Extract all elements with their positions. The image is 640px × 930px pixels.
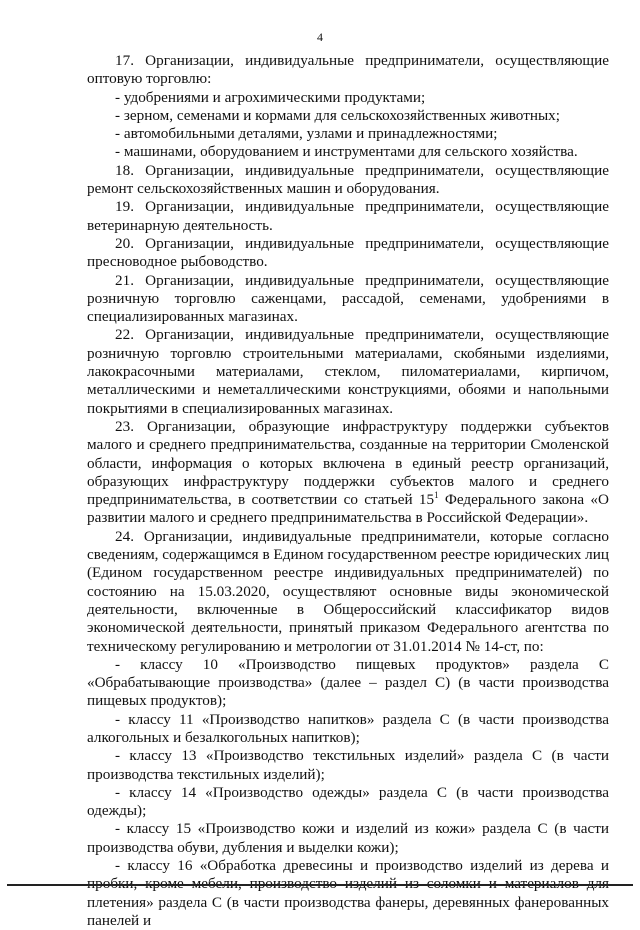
- paragraph-19: 19. Организации, индивидуальные предприниматели, осуществляющие ветеринарную деятельность.: [87, 198, 609, 234]
- document-body: [87, 52, 609, 930]
- list-item-grain: - зерном, семенами и кормами для сельскохозяйственных животных;: [115, 106, 560, 124]
- paragraph-17: 17. Организации, индивидуальные предприниматели, осуществляющие оптовую торговлю:: [87, 52, 609, 88]
- paragraph-24: 24. Организации, индивидуальные предприниматели, которые согласно сведениям, содержащимся в Едином государственном реестре юридических лиц (Едином государственном реестре индивидуальных предпринимателей) по состоянию на 15.03.2020, осуществляют основные виды экономической деятельности, включенные в Общероссийский классификатор видов экономической деятельности, принятый приказом Федерального агентства по техническому регулированию и метрологии от 31.01.2014 № 14-ст, по:: [87, 527, 609, 655]
- list-item-class-13: - классу 13 «Производство текстильных изделий» раздела С (в части производства текстильных изделий);: [87, 747, 609, 783]
- list-item-class-15: - классу 15 «Производство кожи и изделий из кожи» раздела С (в части производства обуви, дубления и выделки кожи);: [87, 820, 609, 856]
- list-item-class-10: - классу 10 «Производство пищевых продуктов» раздела С «Обрабатывающие производства» (далее – раздел С) (в части производства пищевых продуктов);: [87, 655, 609, 710]
- paragraph-23-text: 23. Организации, образующие инфраструктуру поддержки субъектов малого и среднего предпринимательства, созданные на территории Смоленской области, информация о которых включена в единый реестр организаций, образующих инфраструктуру поддержки субъектов малого и среднего предпринимательства, в соответствии со статьей 15: [87, 417, 609, 509]
- page-bottom-rule: [7, 884, 633, 886]
- paragraph-21: 21. Организации, индивидуальные предприниматели, осуществляющие розничную торговлю саженцами, рассадой, семенами, удобрениями в специализированных магазинах.: [87, 271, 609, 326]
- list-item-class-16: - классу 16 «Обработка древесины и производство изделий из дерева и пробки, кроме мебели, производство изделий из соломки и материалов для плетения» раздела С (в части производства фанеры, деревянных фанерованных панелей и: [87, 857, 609, 929]
- list-item-class-11: - классу 11 «Производство напитков» раздела С (в части производства алкогольных и безалкогольных напитков);: [87, 710, 609, 746]
- footnote-superscript: 1: [434, 490, 439, 501]
- list-item-class-14: - классу 14 «Производство одежды» раздела С (в части производства одежды);: [87, 783, 609, 820]
- paragraph-18: 18. Организации, индивидуальные предприниматели, осуществляющие ремонт сельскохозяйственных машин и оборудования.: [87, 161, 609, 198]
- list-item-machinery: - машинами, оборудованием и инструментами для сельского хозяйства.: [115, 143, 578, 161]
- paragraph-20: 20. Организации, индивидуальные предприниматели, осуществляющие пресноводное рыбоводство.: [87, 234, 609, 271]
- paragraph-23: [87, 418, 609, 528]
- list-item-auto-parts: - автомобильными деталями, узлами и принадлежностями;: [115, 125, 498, 143]
- paragraph-22: 22. Организации, индивидуальные предприниматели, осуществляющие розничную торговлю строительными материалами, скобяными изделиями, лакокрасочными материалами, стеклом, пиломатериалами, кирпичом, металлическими и неметаллическими конструкциями, обоями и напольными покрытиями в специализированных магазинах.: [87, 326, 609, 417]
- list-item-fertilizers: - удобрениями и агрохимическими продуктами;: [115, 88, 426, 106]
- page-number: 4: [317, 30, 323, 44]
- paragraph-23-text-end: Федерального закона «О развитии малого и среднего предпринимательства в Российской Федерации».: [87, 491, 609, 527]
